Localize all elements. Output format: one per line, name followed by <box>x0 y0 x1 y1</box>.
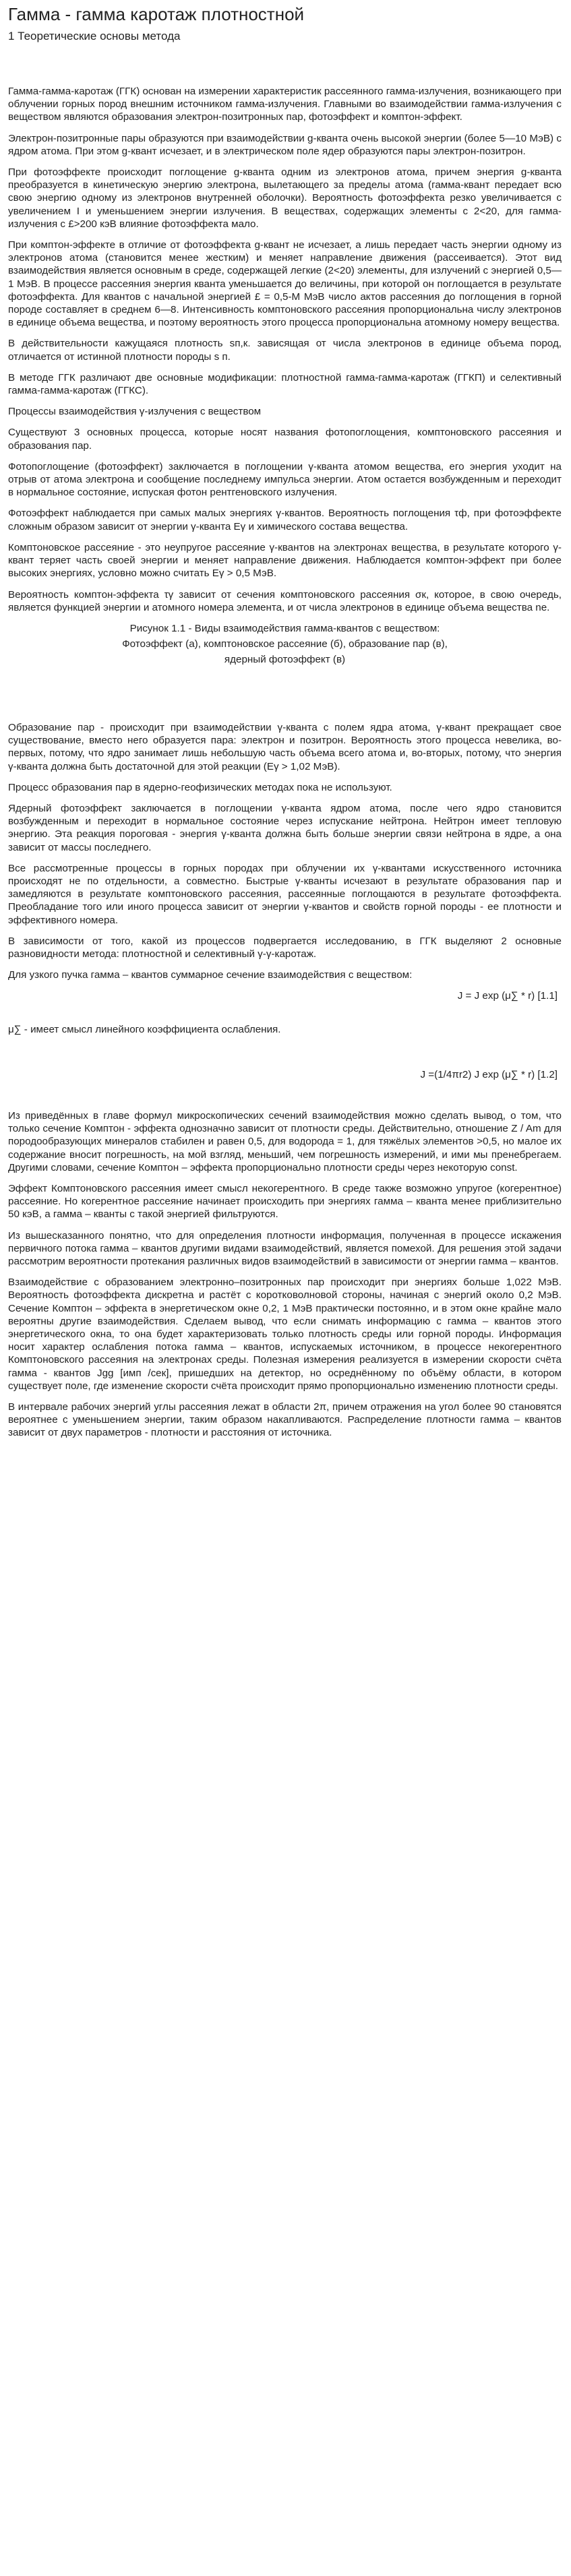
paragraph: В интервале рабочих энергий углы рассеяния лежат в области 2π, причем отражения на угол более 90 становятся вероятнее с уменьшением энергии, таким образом накапливаются. Распределение плотности гамма – квантов зависит от двух параметров - плотности и расстояния от источника. <box>8 1401 562 1439</box>
paragraph: При фотоэффекте происходит поглощение g-кванта одним из электронов атома, причем энергия g-кванта преобразуется в кинетическую энергию электрона, вылетающего за пределы атома (гамма-квант передает всю свою энергию одному из электронов внутренней оболочки). Вероятность фотоэффекта резко увеличивается с увеличением I и уменьшением энергии излучения. В веществах, содержащих элементы с 2<20, для гамма-излучения с £>200 кэВ влияние фотоэффекта мало. <box>8 166 562 230</box>
paragraph: В действительности кажущаяся плотность sп,к. зависящая от числа электронов в единице объема пород, отличается от истинной плотности породы s п. <box>8 338 562 363</box>
paragraph: Процесс образования пар в ядерно-геофизических методах пока не используют. <box>8 781 392 793</box>
paragraph: В зависимости от того, какой из процессов подвергается исследованию, в ГГК выделяют 2 основные разновидности метода: плотностной и селективный γ-γ-каротаж. <box>8 935 562 960</box>
paragraph: Существуют 3 основных процесса, которые носят названия фотопоглощения, комптоновского рассеяния и образования пар. <box>8 427 562 452</box>
paragraph: Для узкого пучка гамма – квантов суммарное сечение взаимодействия с веществом: <box>8 969 413 981</box>
page-title: Гамма - гамма каротаж плотностной <box>8 4 305 24</box>
paragraph: Из приведённых в главе формул микроскопических сечений взаимодействия можно сделать вывод, о том, что только сечение Комптон - эффекта однозначно зависит от плотности среды. Действительно, отношение Z / Am для породообразующих минералов стабилен и равен 0,5, для водорода = 1, для тяжёлых элементов >0,5, но малое их содержание вносит погрешность, на мой взгляд, меньший, чем погрешность измерений, и ими мы пренебрегаем. Другими словами, сечение Комптон – эффекта пропорционально плотности среды через некоторую const. <box>8 1109 562 1173</box>
paragraph: Комптоновское рассеяние - это неупругое рассеяние γ-квантов на электронах вещества, в результате которого γ-квант теряет часть своей энергии и меняет направление движения. Наблюдается комптон-эффект при более высоких энергиях, условно можно считать Eγ > 0,5 МэВ. <box>8 541 562 580</box>
paragraph: Взаимодействие с образованием электронно–позитронных пар происходит при энергиях больше 1,022 МэВ. Вероятность фотоэффекта дискретна и растёт с коротковолновой стороны, начиная с энергий около 0,2 МэВ. Сечение Комптон – эффекта в энергетическом окне 0,2, 1 МэВ практически постоянно, и в этом окне крайне мало вероятны другие взаимодействия. Сделаем вывод, что если снимать информацию с гамма – квантов этого энергетического окна, то она будет характеризовать только плотность среды или горной породы. Информация носит характер ослабления потока гамма – квантов, испускаемых источником, в процессе некогерентного Комптоновского рассеяния на электронах среды. Полезная измерения реализуется в измерении скорости счёта гамма - квантов Jgg [имп /сек], пришедших на детектор, но осреднённому по объёму области, в котором существует поле, где изменение скорости счёта происходит прямо пропорционально изменению плотности среды. <box>8 1277 562 1392</box>
figure-placeholder <box>8 679 562 721</box>
paragraph: Эффект Комптоновского рассеяния имеет смысл некогерентного. В среде также возможно упругое (когерентное) рассеяние. Но когерентное рассеяние начинает происходить при энергиях гамма – кванта менее приблизительно 50 кэВ, а гамма – кванты с такой энергией фильтруются. <box>8 1182 562 1221</box>
paragraph: Образование пар - происходит при взаимодействии γ-кванта с полем ядра атома, γ-квант прекращает свое существование, вместо него образуется пара: электрон и позитрон. Вероятность этого процесса невелика, во-первых, потому, что ядро занимает лишь небольшую часть объема всего атома и, во-вторых, потому, что энергия γ-кванта должна быть достаточной для этой реакции (Eγ > 1,02 МэВ). <box>8 721 562 772</box>
formula-1-1: J = J exp (μ∑ * r) [1.1] <box>457 990 558 1002</box>
paragraph: Электрон-позитронные пары образуются при взаимодействии g-кванта очень высокой энергии (более 5—10 МэВ) с ядром атома. При этом g-квант исчезает, и в электрическом поле ядер образуются пары электрон-позитрон. <box>8 132 562 157</box>
paragraph: Фотопоглощение (фотоэффект) заключается в поглощении γ-кванта атомом вещества, его энергия уходит на отрыв от атома электрона и сообщение последнему импульса энергии. Атом остается возбужденным и переходит в нормальное состояние, испуская фотон рентгеновского излучения. <box>8 460 562 499</box>
figure-caption-line: Фотоэффект (а), комптоновское рассеяние (б), образование пар (в), <box>122 638 448 650</box>
figure-caption-line: ядерный фотоэффект (в) <box>224 653 346 665</box>
formula-1-2: J =(1/4πr2) J exp (μ∑ * r) [1.2] <box>420 1068 558 1080</box>
paragraph: Из вышесказанного понятно, что для определения плотности информация, полученная в процессе искажения первичного потока гамма – квантов другими видами взаимодействий, является помехой. Для решения этой задачи рассмотрим вероятности протекания различных видов взаимодействий в зависимости от энергии гамма – квантов. <box>8 1229 562 1267</box>
paragraph: Все рассмотренные процессы в горных породах при облучении их γ-квантами искусственного источника происходят не по отдельности, а совместно. Быстрые γ-кванты исчезают в результате образования пар и замедляются в результате комптоновского рассеяния, рассеянные поглощаются в результате фотоэффекта. Преобладание того или иного процесса зависит от энергии γ-квантов и свойств горной породы - ее плотности и эффективного номера. <box>8 862 562 926</box>
paragraph: При комптон-эффекте в отличие от фотоэффекта g-квант не исчезает, а лишь передает часть энергии одному из электронов атома (становится менее жестким) и меняет направление движения (рассеивается). Этот вид взаимодействия является основным в среде, содержащей легкие (2<20) элементы, для излучений с энергией 0,5—1 МэВ. В процессе рассеяния энергия кванта уменьшается до величины, при которой он поглощается в результате фотоэффекта. Для квантов с начальной энергией £ = 0,5-М МэВ число актов рассеяния до поглощения в горной породе составляет в среднем 6—8. Интенсивность комптоновского рассеяния пропорциональна числу электронов в единице объема вещества, и поэтому вероятность этого процесса пропорциональна атомному номеру вещества. <box>8 239 562 329</box>
paragraph: Фотоэффект наблюдается при самых малых энергиях γ-квантов. Вероятность поглощения τф, при фотоэффекте сложным образом зависит от энергии γ-кванта Eγ и химического состава вещества. <box>8 508 562 532</box>
paragraph: В методе ГГК различают две основные модификации: плотностной гамма-гамма-каротаж (ГГКП) и селективный гамма-гамма-каротаж (ГГКС). <box>8 371 562 397</box>
formula-note: μ∑ - имеет смысл линейного коэффициента ослабления. <box>8 1023 281 1035</box>
figure-caption-line: Рисунок 1.1 - Виды взаимодействия гамма-квантов с веществом: <box>129 622 440 634</box>
paragraph: Гамма-гамма-каротаж (ГГК) основан на измерении характеристик рассеянного гамма-излучения, возникающего при облучении горных пород внешним источником гамма-излучения. Главными во взаимодействии гамма-излучения с веществом являются образования электрон-позитронных пар, фотоэффект и комптон-эффект. <box>8 86 562 123</box>
paragraph: Ядерный фотоэффект заключается в поглощении γ-кванта ядром атома, после чего ядро становится возбужденным и переходит в нормальное состояние через испускание нейтрона. Нейтрон имеет тепловую энергию. Эта реакция пороговая - энергия γ-кванта должна быть больше энергии связи нейтрона в ядре, а она зависит от массы последнего. <box>8 802 562 853</box>
paragraph: Процессы взаимодействия γ-излучения с веществом <box>8 406 262 418</box>
section-heading: 1 Теоретические основы метода <box>8 30 181 42</box>
paragraph: Вероятность комптон-эффекта τγ зависит от сечения комптоновского рассеяния σк, которое, в свою очередь, является функцией энергии и атомного номера элемента, и от числа электронов в единице объема вещества nе. <box>8 588 562 613</box>
